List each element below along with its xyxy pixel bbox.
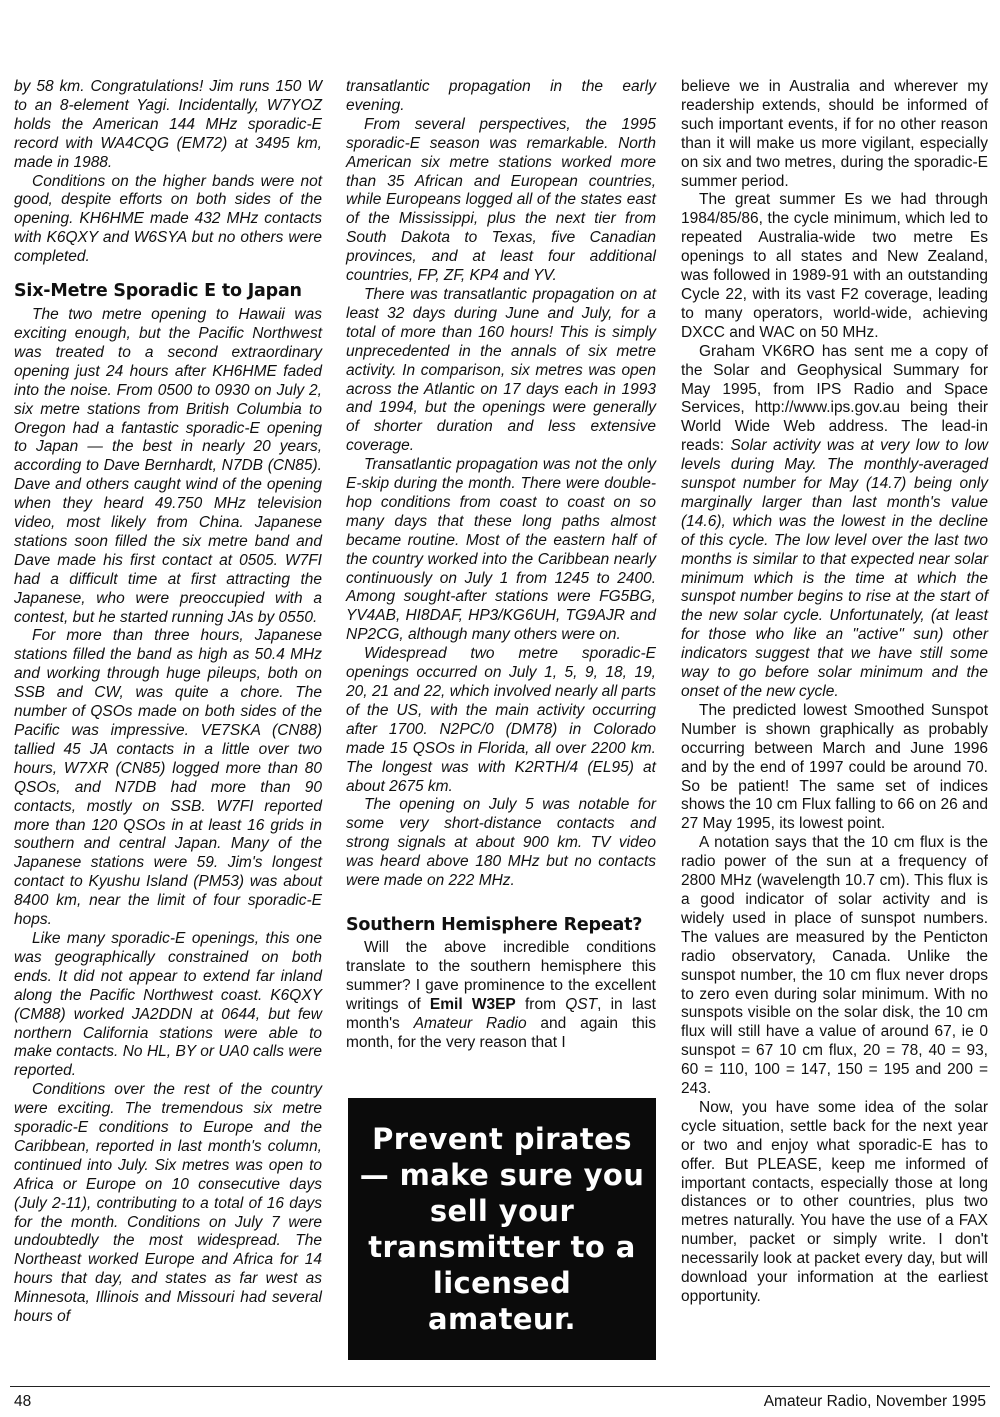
paragraph: transatlantic propagation in the early evening. [346,78,656,114]
column-2 [346,78,656,1052]
text-run: and again this month, for the very reason that I [346,1014,656,1051]
paragraph: Transatlantic propagation was not the only E-skip during the month. There were double-hop conditions from coast to coast on so many days that these long paths almost became routine. Most of the eastern half of the country worked into the Caribbean nearly continuously on July 1 from 1245 to 2400. Among sought-after stations were FG5BG, YV4AB, HI8DAF, HP3/KG6UH, TG9AJR and NP2CG, although many others were on. [346,456,656,644]
footer-publication: Amateur Radio, November 1995 [763,1393,986,1410]
section-heading-japan: Six-Metre Sporadic E to Japan [14,281,302,302]
quoted-summary: Solar activity was at very low to low levels during May. The monthly-averaged sunspot number for May (14.7) being only marginally larger than last month's value (14.6), which was the lowest in the decline of this cycle. The low level over the last two months is similar to that expected near solar minimum which is the time at which the sunspot number begins to rise at the start of the new solar cycle. Unfortunately, (at least for those who like an "active" sun) other indicators suggest that we have still some way to go before solar minimum and the onset of the new cycle. [681,437,988,700]
paragraph: The opening on July 5 was notable for some very short-distance contacts and strong signals at about 900 km. TV video was heard above 180 MHz but no contacts were made on 222 MHz. [346,796,656,890]
paragraph: Now, you have some idea of the solar cycle situation, settle back for the next year or two and enjoy what sporadic-E has to offer. But PLEASE, keep me informed of important contacts, especially those at long distances or to other countries, plus two metres naturally. You have the use of a FAX number, packet or simply write. I don't necessarily look at packet every day, but will download your information at the earliest opportunity. [681,1098,988,1305]
paragraph [346,939,656,1052]
advert-box [348,1098,656,1360]
paragraph: Conditions on the higher bands were not good, despite efforts on both sides of the opening. KH6HME made 432 MHz contacts with K6QXY and W6SYA but no others were completed. [14,172,322,266]
paragraph: A notation says that the 10 cm flux is the radio power of the sun at a frequency of 2800 MHz (wavelength 10.7 cm). This flux is a good indicator of solar activity and is widely used in place of sunspot numbers. The values are measured by the Penticton radio observatory, Canada. Unlike the sunspot number, the 10 cm flux never drops to zero even during solar minimum. With no sunspots visible on the solar disk, the 10 cm flux will still have a value of around 67, ie 0 sunspot = 67 10 cm flux, 20 = 78, 40 = 93, 60 = 110, 100 = 147, 150 = 195 and 200 = 243. [681,834,988,1098]
column-3 [681,78,988,1307]
author-name: Emil W3EP [429,995,516,1013]
paragraph: From several perspectives, the 1995 sporadic-E season was remarkable. North American six metre stations worked more than 35 African and European countries, while Europeans logged all of the states east of the Mississippi, plus the next tier from South Dakota to Texas, five Canadian provinces, and at least four additional countries, FP, ZF, KP4 and YV. [346,115,656,285]
text-run: , in last month's [346,995,656,1032]
paragraph: There was transatlantic propagation on at least 32 days during June and July, for a total of more than 160 hours! This is simply unprecedented in the annals of six metre activity. In comparison, six metres was open across the Atlantic on 17 days each in 1993 and 1994, but the openings were generally of shorter duration and less extensive coverage. [346,285,656,455]
paragraph: Like many sporadic-E openings, this one was geographically constrained on both ends. It did not appear to extend far inland along the Pacific Northwest coast. K6QXY (CM88) worked JA2DDN at 0644, but few northern California stations were able to make contacts. No HL, BY or UA0 calls were reported. [14,929,322,1080]
column-1 [14,78,322,1327]
page-number: 48 [14,1393,32,1410]
publication-name: QST [565,995,598,1013]
paragraph [681,343,988,702]
paragraph: The two metre opening to Hawaii was exciting enough, but the Pacific Northwest was treated to a second extraordinary opening just 24 hours after KH6HME faded into the noise. From 0500 to 0930 on July 2, six metre stations from British Columbia to Oregon had a fantastic sporadic-E opening to Japan — the best in nearly 20 years, according to Dave Bernhardt, N7DB (CN85). Dave and others caught wind of the opening when they heard 49.750 MHz television video, most likely from China. Japanese stations soon filled the six metre band and Dave made his first contact at 0505. W7FI had a difficult time at first attracting the Japanese, who were preoccupied with a contest, but he started running JAs by 0550. [14,306,322,626]
paragraph: Widespread two metre sporadic-E openings occurred on July 1, 5, 9, 18, 19, 20, 21 and 22, which involved nearly all parts of the US, with the main activity occurring after 1700. N2PC/0 (DM78) in Colorado made 15 QSOs in Florida, all over 2200 km. The longest was with K2RTH/4 (EL95) at about 2675 km. [346,645,656,795]
publication-name: Amateur Radio [413,1014,527,1032]
section-heading-southern: Southern Hemisphere Repeat? [346,914,643,935]
paragraph: The great summer Es we had through 1984/85/86, the cycle minimum, which led to repeated Australia-wide two metre Es openings to all states and New Zealand, was followed in 1989-91 with an outstanding Cycle 22, with its vast F2 coverage, leading to many operators, world-wide, achieving DXCC and WAC on 50 MHz. [681,191,988,341]
paragraph: For more than three hours, Japanese stations filled the band as high as 50.4 MHz and working through huge pileups, both on SSB and CW, was quite a chore. The number of QSOs made on both sides of the Pacific was impressive. VE7SKA (CN88) tallied 45 JA contacts in a little over two hours, W7XR (CN85) logged more than 80 QSOs, and N7DB had more than 90 contacts, mostly on SSB. W7FI reported more than 120 QSOs in at least 16 grids in southern and central Japan. Many of the Japanese stations were 59. Jim's longest contact to Kyushu Island (PM53) was about 8400 km, near the limit of four sporadic-E hops. [14,627,322,929]
paragraph: The predicted lowest Smoothed Sunspot Number is shown graphically as probably occurring between March and June 1996 and by the end of 1997 could be around 70. So be patient! The same set of indices shows the 10 cm Flux falling to 66 on 26 and 27 May 1995, its lowest point. [681,701,988,833]
text-run: Will the above incredible conditions translate to the southern hemisphere this summer? I gave prominence to the excellent writings of [346,938,656,1013]
text-run: Graham VK6RO has sent me a copy of the Solar and Geophysical Summary for May 1995, from IPS Radio and Space Services, http://www.ips.gov.au being their World Wide Web address. The lead-in reads: [681,342,988,455]
text-run: from [515,995,566,1013]
advert-text: Prevent pirates — make sure you sell your transmitter to a licensed amateur. [359,1122,645,1336]
paragraph: by 58 km. Congratulations! Jim runs 150 W to an 8-element Yagi. Incidentally, W7YOZ holds the American 144 MHz sporadic-E record with WA4CQG (EM72) at 3495 km, made in 1988. [14,78,322,171]
paragraph: believe we in Australia and wherever my readership extends, should be informed of such important events, if for no other reason than it will make us more vigilant, especially on six and two metres, during the sporadic-E summer period. [681,78,988,190]
footer-divider [10,1386,990,1387]
paragraph: Conditions over the rest of the country were exciting. The tremendous six metre sporadic-E conditions to Europe and the Caribbean, reported in last month's column, continued into July. Six metres was open to Africa or Europe on 10 consecutive days (July 2-11), contributing to a total of 16 days for the month. Conditions on July 7 were undoubtedly the most widespread. The Northeast worked Europe and Africa for 14 hours that day, and states as far west as Minnesota, Illinois and Missouri had several hours of [14,1081,322,1326]
